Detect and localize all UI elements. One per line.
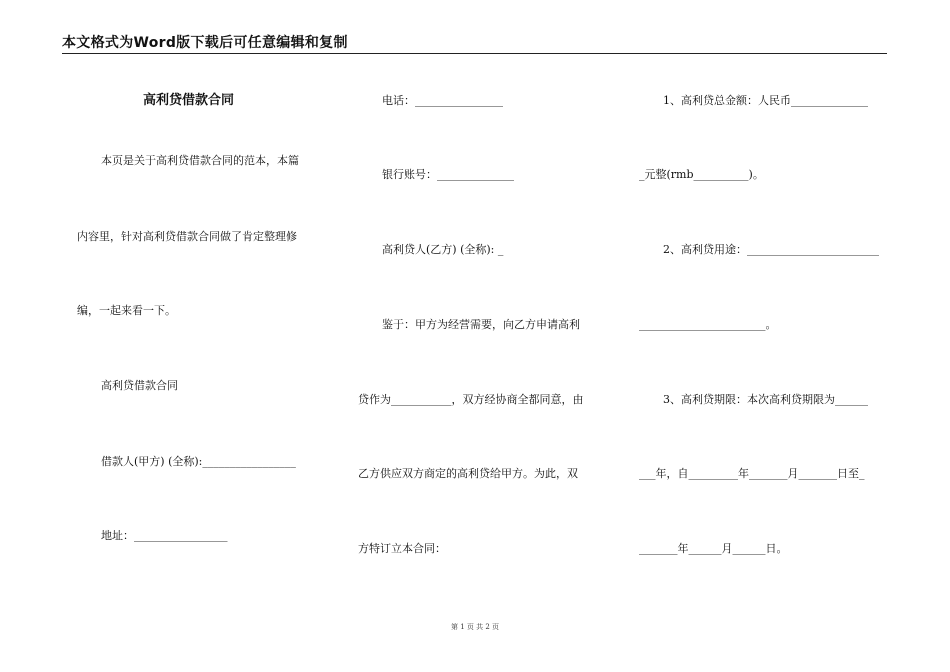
clause-3-line-1: 3、高利贷期限：本次高利贷期限为______ [663, 393, 868, 406]
intro-line-3: 编，一起来看一下。 [77, 304, 176, 317]
clause-1-line-1: 1、高利贷总金额：人民币______________ [663, 94, 868, 107]
bank-account-field: 银行账号：______________ [382, 168, 514, 181]
contract-title: 高利贷借款合同 [143, 93, 235, 108]
phone-field: 电话：________________ [382, 94, 503, 107]
clause-3-line-2: ___年，自_________年_______月_______日至_ [639, 467, 865, 480]
whereas-line-3: 乙方供应双方商定的高利贷给甲方。为此，双 [358, 467, 578, 480]
borrower-field: 借款人(甲方) (全称):_________________ [101, 455, 296, 468]
address-field: 地址：_________________ [101, 529, 228, 542]
clause-1-line-2: _元整(rmb__________)。 [639, 168, 764, 181]
clause-3-line-3: _______年______月______日。 [639, 542, 788, 555]
whereas-line-2: 贷作为___________，双方经协商全都同意，由 [358, 393, 584, 406]
clause-2-line-1: 2、高利贷用途：________________________ [663, 243, 879, 256]
document-header-title: 本文格式为Word版下载后可任意编辑和复制 [62, 35, 348, 51]
whereas-line-1: 鉴于：甲方为经营需要，向乙方申请高利 [382, 318, 580, 331]
lender-field: 高利贷人(乙方) (全称): _ [382, 243, 504, 256]
clause-2-line-2: _______________________。 [639, 318, 777, 331]
header-divider [62, 53, 887, 54]
whereas-line-4: 方特订立本合同： [358, 542, 446, 555]
page-number: 第 1 页 共 2 页 [450, 623, 500, 631]
intro-line-2: 内容里，针对高利贷借款合同做了肯定整理修 [77, 230, 297, 243]
contract-subtitle: 高利贷借款合同 [101, 379, 178, 392]
intro-line-1: 本页是关于高利贷借款合同的范本，本篇 [101, 154, 299, 167]
